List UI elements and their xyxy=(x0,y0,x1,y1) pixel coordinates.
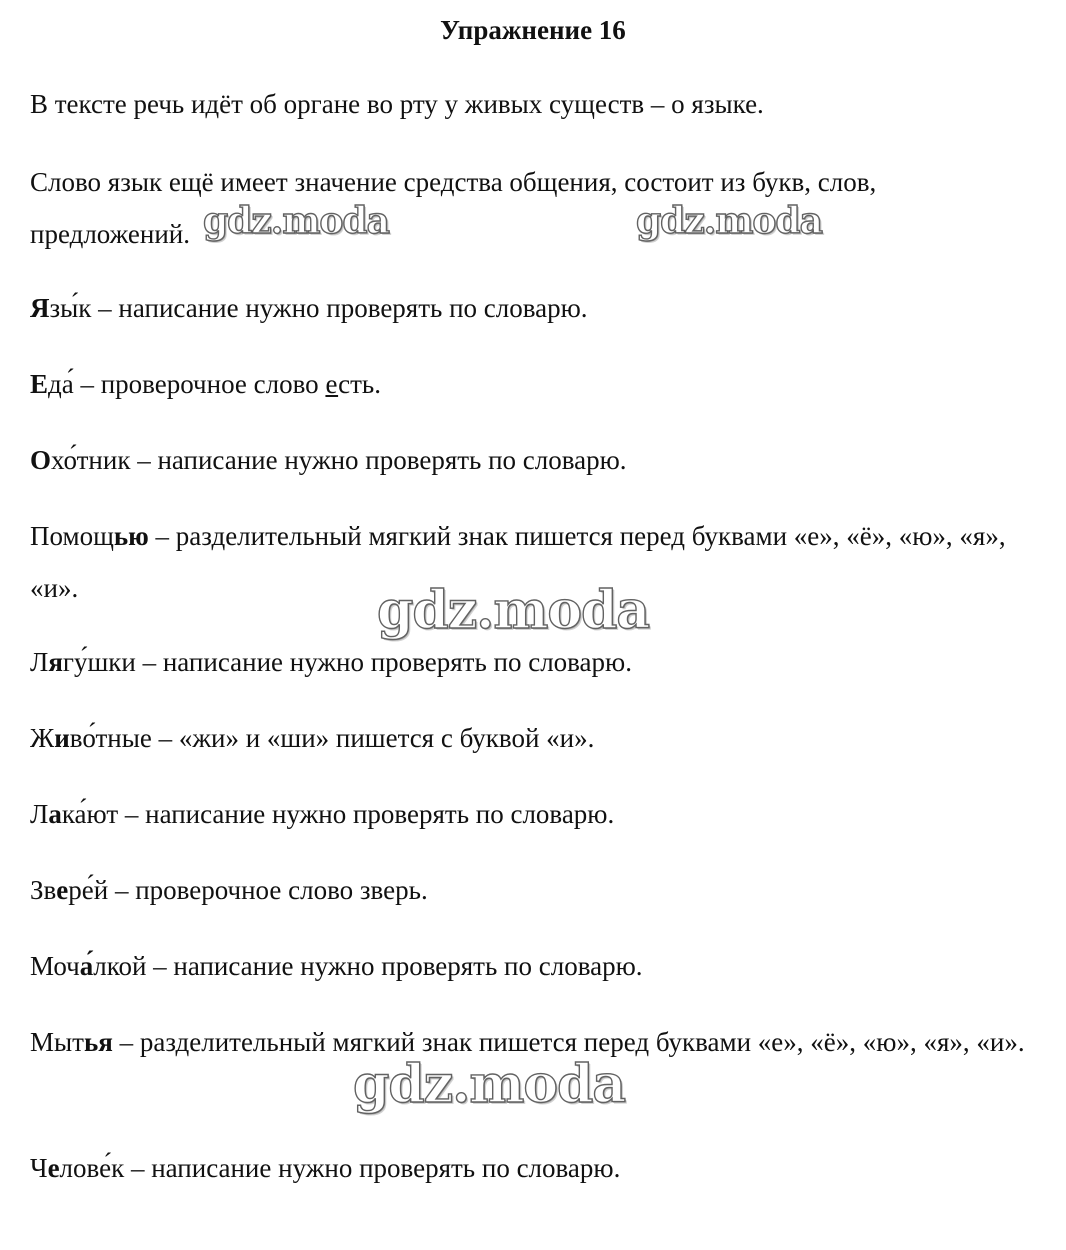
watermark-logo: gdz.moda xyxy=(636,200,822,242)
entry-text: Моч xyxy=(30,951,80,981)
entry-text: Мыт xyxy=(30,1027,84,1057)
entry-text: ре́й – проверочное слово зверь. xyxy=(68,875,428,905)
entry-text: Л xyxy=(30,799,49,829)
entry-text: лкой – написание нужно проверять по словарю. xyxy=(93,951,643,981)
entry-text: во́тные – «жи» и «ши» пишется с буквой «и». xyxy=(69,723,595,753)
entry-text: хо́тник – написание нужно проверять по словарю. xyxy=(51,445,627,475)
entry-text: лове́к – написание нужно проверять по словарю. xyxy=(59,1153,621,1183)
highlighted-letter: а́ xyxy=(79,951,94,981)
entry-text: Помощ xyxy=(30,521,114,551)
answer-entry-okhotnik xyxy=(30,434,1040,486)
entry-text: – разделительный мягкий знак пишется перед буквами «е», «ё», «ю», «я», «и». xyxy=(30,521,1006,603)
entry-text: Л xyxy=(30,647,49,677)
highlighted-letter: а xyxy=(48,799,62,829)
page-title: Упражнение 16 xyxy=(440,15,626,45)
highlighted-letter: я xyxy=(48,647,63,677)
intro-paragraph-2: Слово язык ещё имеет значение средства общения, состоит из букв, слов, предложений. xyxy=(30,167,877,249)
answer-entry-lyagushki xyxy=(30,636,1040,688)
entry-text: сть. xyxy=(338,369,381,399)
entry-text: Зв xyxy=(30,875,57,905)
highlighted-letter: е xyxy=(47,1153,60,1183)
highlighted-letter: Е xyxy=(30,369,49,399)
answer-entry-mochalkoy xyxy=(30,940,1040,992)
highlighted-letter: О xyxy=(30,445,52,475)
entry-text: гу́шки – написание нужно проверять по словарю. xyxy=(62,647,632,677)
intro-paragraph-1: В тексте речь идёт об органе во рту у живых существ – о языке. xyxy=(30,89,764,119)
entry-text: зы́к – написание нужно проверять по словарю. xyxy=(49,293,588,323)
answer-entry-zhivotnye xyxy=(30,712,1040,764)
highlighted-letter: Я xyxy=(30,293,50,323)
entry-text: да́ – проверочное слово xyxy=(48,369,326,399)
answer-entry-zverey xyxy=(30,864,1040,916)
highlighted-letter: е xyxy=(56,875,69,905)
answer-entry-lakayut xyxy=(30,788,1040,840)
answer-entry-eda xyxy=(30,358,1040,410)
underlined-letter: е xyxy=(325,369,339,399)
entry-text: ка́ют – написание нужно проверять по словарю. xyxy=(61,799,615,829)
highlighted-letter: и xyxy=(54,723,70,753)
watermark-logo: gdz.moda xyxy=(377,580,650,641)
entry-text: Ж xyxy=(30,723,55,753)
answer-entry-chelovek xyxy=(30,1142,1040,1194)
watermark-logo: gdz.moda xyxy=(353,1054,626,1115)
entry-text: – разделительный мягкий знак пишется перед буквами «е», «ё», «ю», «я», «и». xyxy=(112,1027,1025,1057)
highlighted-letter: ья xyxy=(83,1027,113,1057)
entry-text: Ч xyxy=(30,1153,48,1183)
highlighted-letter: ью xyxy=(113,521,149,551)
answer-entry-yazyk xyxy=(30,282,1040,334)
watermark-logo: gdz.moda xyxy=(203,200,389,242)
